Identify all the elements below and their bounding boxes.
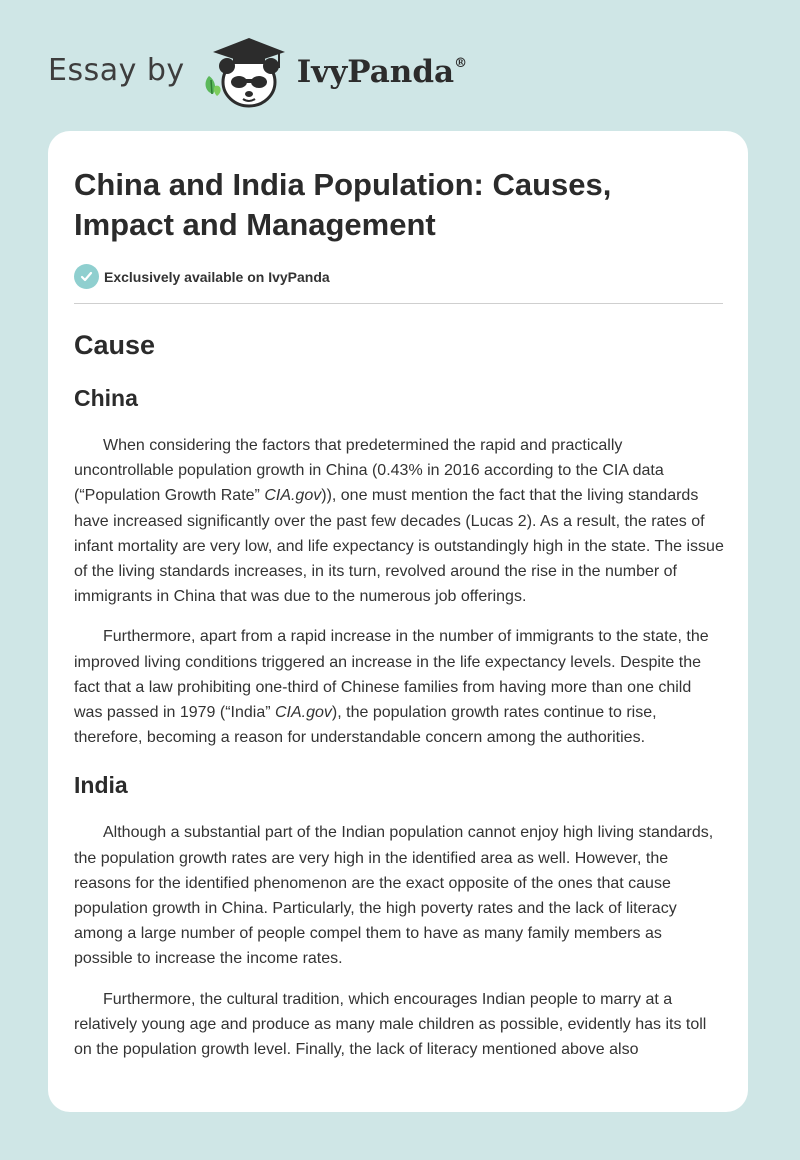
citation-cia-gov: CIA.gov xyxy=(275,704,332,722)
citation-cia-gov: CIA.gov xyxy=(264,487,322,505)
paragraph-china-1 xyxy=(74,433,724,609)
exclusive-badge-text: Exclusively available on IvyPanda xyxy=(104,268,330,285)
paragraph-china-2-text-b: ), the population growth rates continue to rise, therefore, becoming a reason for understandable concern among the authorities. xyxy=(74,704,657,747)
essay-card xyxy=(48,131,748,1112)
paragraph-china-1-text-b: )), one must mention the fact that the living standards have increased significantly over the past few decades (Lucas 2). As a result, the rates of infant mortality are very low, and life expectancy is outstandingly high in the state. The issue of the living standards increases, in its turn, revolved around the rise in the number of immigrants in China that was due to the numerous job offerings. xyxy=(74,487,724,606)
paragraph-india-1: Although a substantial part of the Indian population cannot enjoy high living standards, the population growth rates are very high in the identified area as well. However, the reasons for the identified phenomenon are the exact opposite of the ones that cause population growth in China. Particularly, the high poverty rates and the lack of literacy among a large number of people compel them to have as many family members as possible to increase the income rates. xyxy=(74,824,714,968)
registered-mark: ® xyxy=(454,55,468,71)
essay-by-label: Essay by xyxy=(48,52,185,88)
site-header xyxy=(48,36,548,112)
subheading-china: China xyxy=(74,385,138,411)
ivypanda-logo-text[interactable] xyxy=(297,54,467,90)
essay-title: China and India Population: Causes, Impact and Management xyxy=(74,167,612,242)
subheading-india: India xyxy=(74,772,128,799)
brand-name: IvyPanda xyxy=(296,54,455,90)
section-heading-cause: Cause xyxy=(74,330,156,360)
title-divider xyxy=(74,303,723,304)
exclusive-badge xyxy=(74,264,330,289)
paragraph-india-2: Furthermore, the cultural tradition, which encourages Indian people to marry at a relatively young age and produce as many male children as possible, evidently has its toll on the population growth level. Finally, the lack of literacy mentioned above also xyxy=(74,990,707,1059)
paragraph-china-2 xyxy=(74,624,724,750)
paragraph-china-2-text-a: Furthermore, apart from a rapid increase in the number of immigrants to the state, the improved living conditions triggered an increase in the life expectancy levels. Despite the fact that a law prohibiting one-third of Chinese families from having more than one child was passed in 1979 (“India” xyxy=(74,628,709,722)
essay-body xyxy=(74,321,724,1062)
ivypanda-logo-icon[interactable] xyxy=(199,36,291,112)
paragraph-china-1-text-a: When considering the factors that predetermined the rapid and practically uncontrollable population growth in China (0.43% in 2016 according to the CIA data (“Population Growth Rate” xyxy=(74,437,664,505)
check-circle-icon xyxy=(74,264,99,289)
